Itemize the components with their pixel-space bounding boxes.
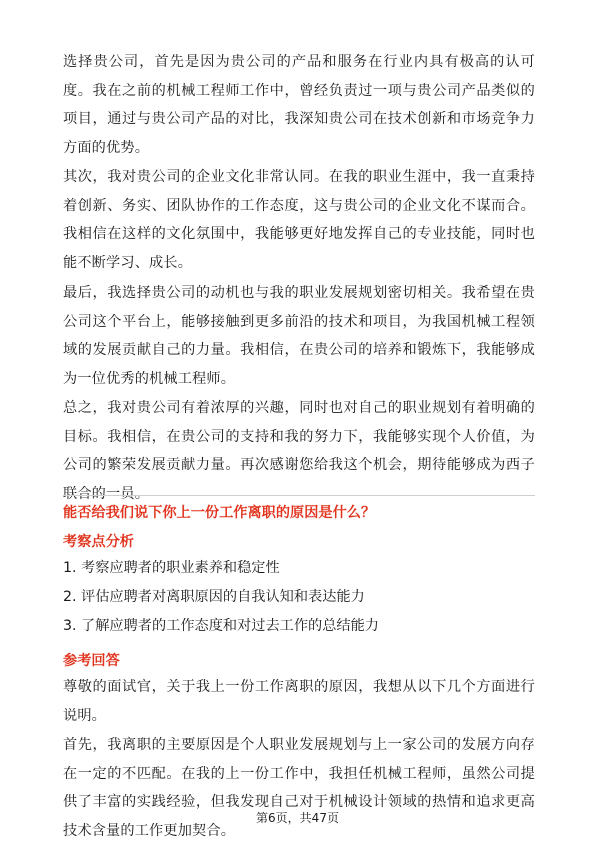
section-divider [63,495,535,496]
page-number: 第6页，共47页 [256,811,339,825]
paragraph-career-plan: 最后，我选择贵公司的动机也与我的职业发展规划密切相关。我希望在贵公司这个平台上，能够接触到更多前沿的技术和项目，为我国机械工程领域的发展贡献自己的力量。我相信，在贵公司的培养和锻炼下，我能够成为一位优秀的机械工程师。 [63,285,535,387]
reference-paragraph-intro: 尊敬的面试官，关于我上一份工作离职的原因，我想从以下几个方面进行说明。 [63,679,535,724]
paragraph-why-company: 选择贵公司，首先是因为贵公司的产品和服务在行业内具有极高的认可度。我在之前的机械工程师工作中，曾经负责过一项与贵公司产品类似的项目，通过与贵公司产品的对比，我深知贵公司在技术创新和市场竞争力方面的优势。 [63,54,535,156]
paragraph-culture: 其次，我对贵公司的企业文化非常认同。在我的职业生涯中，我一直秉持着创新、务实、团队协作的工作态度，这与贵公司的企业文化不谋而合。我相信在这样的文化氛围中，我能够更好地发挥自己的专业技能，同时也能不断学习、成长。 [63,169,535,271]
reference-paragraph-first: 首先，我离职的主要原因是个人职业发展规划与上一家公司的发展方向存在一定的不匹配。在我的上一份工作中，我担任机械工程师，虽然公司提供了丰富的实践经验，但我发现自己对于机械设计领域的热情和追求更高技术含量的工作更加契合。 [63,737,535,839]
interview-question: 能否给我们说下你上一份工作离职的原因是什么？ [63,505,376,521]
reference-heading: 参考回答 [63,653,120,669]
paragraph-conclusion: 总之，我对贵公司有着浓厚的兴趣，同时也对自己的职业规划有着明确的目标。我相信，在贵公司的支持和我的努力下，我能够实现个人价值，为公司的繁荣发展贡献力量。再次感谢您给我这个机会，期待能够成为西子联合的一员。 [63,400,535,502]
analysis-point: 3. 了解应聘者的工作态度和对过去工作的总结能力 [63,618,379,634]
analysis-point: 2. 评估应聘者对离职原因的自我认知和表达能力 [63,589,365,605]
analysis-heading: 考察点分析 [63,534,134,550]
analysis-point: 1. 考察应聘者的职业素养和稳定性 [63,560,280,576]
